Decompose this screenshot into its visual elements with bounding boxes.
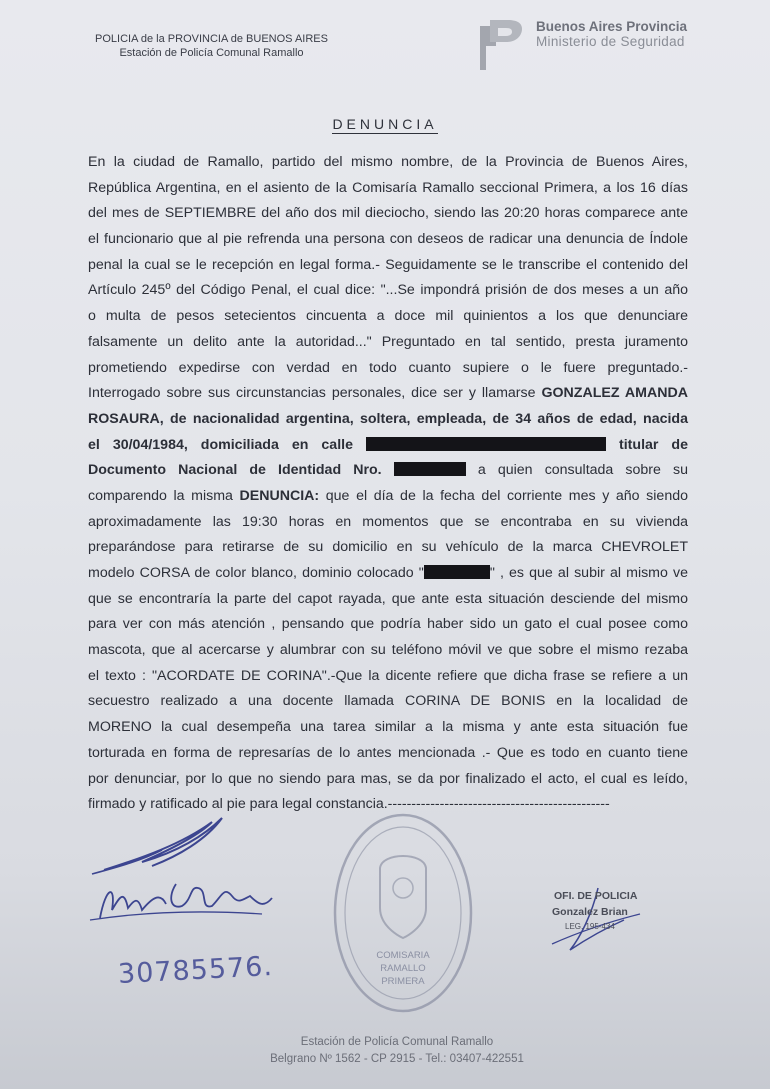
stamp-line-2: RAMALLO (380, 963, 426, 974)
police-stamp (328, 808, 478, 1018)
body-line: o multa de pesos setecientos cincuenta a doce mil quinientos a los que denunciare (88, 308, 688, 325)
body-text-segment: Interrogado sobre sus circunstancias personales, dice ser y llamarse (88, 385, 536, 402)
header-line-2: Estación de Policía Comunal Ramallo (119, 47, 304, 59)
brand-line-2: Ministerio de Seguridad (536, 34, 685, 49)
body-line (88, 433, 688, 459)
redacted-id-number (394, 462, 466, 476)
body-line: penal la cual se le recepción en legal forma.- Seguidamente se le transcribe el contenido del (88, 256, 688, 273)
body-line: que se encontraría la parte del capot rayada, que ante esta situación desciende del mismo (88, 590, 688, 607)
body-line: aproximadamente las 19:30 horas en momentos que se encontraba en su vivienda (88, 513, 688, 530)
body-line: del mes de SEPTIEMBRE del año dos mil dieciocho, siendo las 20:20 horas comparece ante (88, 205, 688, 222)
body-line: torturada en forma de represarías de lo antes mencionada .- Que es todo en cuanto tiene (88, 744, 688, 761)
body-line: prometiendo expedirse con verdad en todo cuanto supiere o le fuere preguntado.- (88, 359, 688, 376)
body-line: para ver con más atención , pensando que podría haber sido un gato el cual posee como (88, 616, 688, 633)
body-line: MORENO la cual desempeña una tarea similar a la misma y ante esta situación fue (88, 719, 688, 736)
footer-line-1: Estación de Policía Comunal Ramallo (300, 1036, 494, 1048)
officer-stamp (540, 884, 670, 964)
officer-name: Gonzalez Brian (552, 906, 628, 918)
body-line: firmado y ratificado al pie para legal constancia.----------------------------------------------- (88, 796, 610, 813)
body-line: falsamente un delito ante la autoridad..." Preguntado en tal sentido, presta juramento (88, 333, 688, 350)
body-line (88, 407, 688, 433)
body-line (88, 561, 688, 587)
province-logo-icon (472, 12, 526, 74)
body-text-segment: " , es que al subir al mismo ve (489, 565, 688, 581)
id-holder-label: titular de (619, 436, 688, 453)
body-line: República Argentina, en el asiento de la Comisaría Ramallo seccional Primera, a los 16 días (88, 179, 688, 196)
ministry-brand (536, 19, 687, 49)
document-title (0, 116, 770, 132)
header-institution (84, 32, 339, 60)
brand-line-1: Buenos Aires Provincia (536, 19, 688, 34)
body-text-segment: a quien consultada sobre su (477, 462, 689, 479)
stamp-line-1: COMISARIA (376, 950, 430, 961)
body-line: el funcionario que al pie refrenda una persona con deseos de radicar una denuncia de Índole (88, 231, 688, 248)
body-line: secuestro realizado a una docente llamada CORINA DE BONIS en la localidad de (88, 693, 688, 710)
header-line-1: POLICIA de la PROVINCIA de BUENOS AIRES (95, 33, 328, 45)
body-line: preparándose para retirarse de su domicilio en su vehículo de la marca CHEVROLET (88, 539, 688, 556)
id-document-label: Documento Nacional de Identidad Nro. (88, 462, 382, 479)
footer-line-2: Belgrano Nº 1562 - CP 2915 - Tel.: 03407-422551 (270, 1053, 524, 1065)
signature-number: 30785576. (117, 950, 274, 991)
redacted-plate (424, 565, 490, 579)
body-line: por denunciar, por lo que no siendo para mas, se da por finalizado el acto, el cual es leído, (88, 770, 688, 787)
birth-address-label: el 30/04/1984, domiciliada en calle (88, 436, 353, 453)
complainant-name: GONZALEZ AMANDA (541, 385, 688, 402)
officer-title: OFI. DE POLICIA (554, 890, 638, 902)
body-text-segment: comparendo la misma (88, 487, 233, 504)
body-line (88, 381, 688, 407)
title-text: DENUNCIA (332, 116, 438, 132)
body-line (88, 484, 688, 510)
redacted-address (366, 437, 606, 451)
body-line: mascota, que al acercarse y alumbrar con su teléfono móvil ve que sobre el mismo rezaba (88, 642, 688, 659)
body-text-segment: modelo CORSA de color blanco, dominio colocado " (88, 565, 424, 581)
complainant-signature (82, 800, 322, 940)
body-line (88, 458, 688, 484)
complaint-body (88, 150, 688, 818)
body-line: Artículo 245º del Código Penal, el cual dice: "...Se impondrá prisión de dos meses a un año (88, 282, 688, 299)
officer-leg: LEG. 195-434 (565, 922, 615, 931)
body-line: el texto : "ACORDATE DE CORINA".-Que la dicente refiere que dicha frase se refiere a un (88, 667, 688, 684)
complainant-details: ROSAURA, de nacionalidad argentina, soltera, empleada, de 34 años de edad, nacida (88, 410, 688, 427)
body-line: En la ciudad de Ramallo, partido del mismo nombre, de la Provincia de Buenos Aires, (88, 154, 688, 170)
stamp-line-3: PRIMERA (381, 976, 425, 987)
body-text-segment: que el día de la fecha del corriente mes y año siendo (325, 487, 688, 504)
denuncia-keyword: DENUNCIA: (239, 487, 320, 504)
page-footer (232, 1034, 562, 1068)
